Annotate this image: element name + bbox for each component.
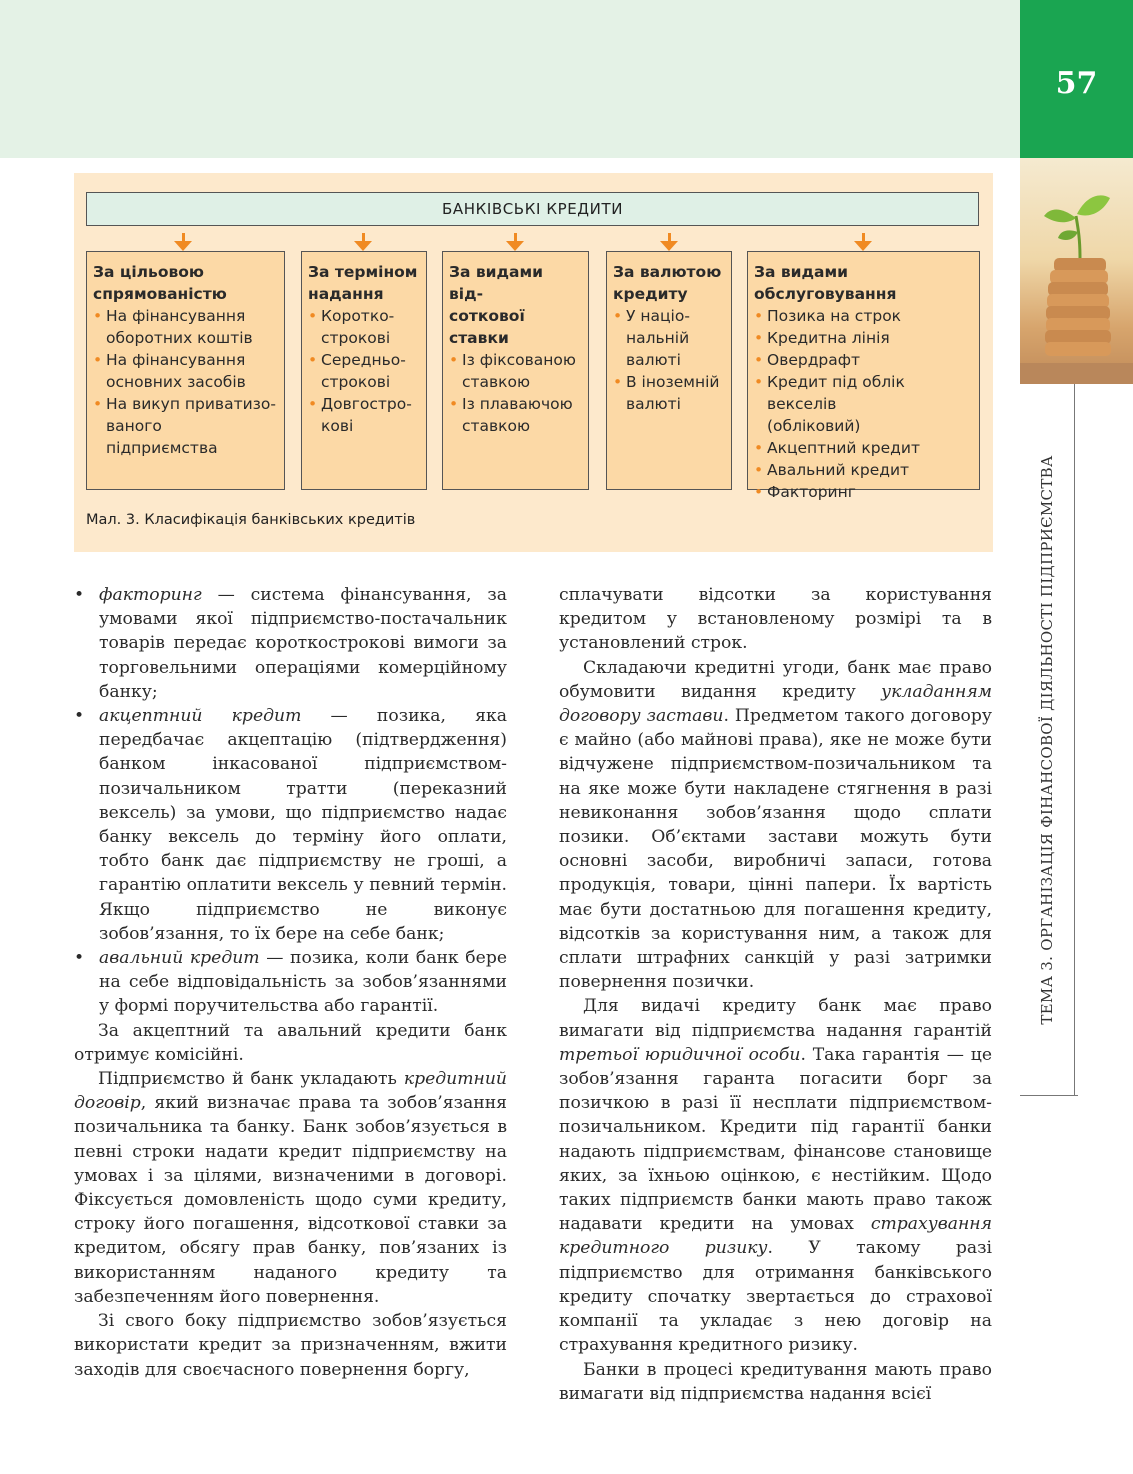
category-box-service — [747, 251, 980, 501]
bullet-factoring: • факторинг — система фінансування, за умовами якої підприємство-постачальник товарів передає короткострокові вимоги за торговельними операціями комерційному банку; — [74, 585, 507, 702]
list-item: • Авальний кредит — [754, 459, 973, 481]
top-band — [0, 0, 1020, 158]
list-item: • На викуп приватизо- ваного підприємства — [93, 393, 278, 459]
paragraph: За акцептний та авальний кредити банк отримує комісійні. — [74, 1020, 507, 1065]
paragraph: Банки в процесі кредитування мають право вимагати від підприємства надання всієї — [559, 1359, 992, 1404]
list-item: • Акцептний кредит — [754, 437, 973, 459]
list-item: • Факторинг — [754, 481, 973, 503]
page-number-tab — [1020, 0, 1133, 158]
bullet-aval-credit: • авальний кредит — позика, коли банк бере на себе відповідальність за зобов’язаннями у формі поручительства або гарантії. — [74, 948, 507, 1017]
sidebar-divider — [1020, 1095, 1078, 1096]
list-item: • Із плаваючою ставкою — [449, 393, 582, 437]
list-item: • В іноземній валюті — [613, 371, 725, 415]
paragraph: сплачувати відсотки за користування кредитом у встановленому розмірі та в установлений строк. — [559, 585, 992, 654]
category-box-currency — [606, 251, 732, 490]
text-column-left — [74, 583, 507, 1382]
list-item: • На фінансування оборотних коштів — [93, 305, 278, 349]
category-box-purpose — [86, 251, 285, 490]
figure-header: БАНКІВСЬКІ КРЕДИТИ — [86, 192, 979, 226]
list-item: • У націо- нальній валюті — [613, 305, 725, 371]
list-item: • Коротко- строкові — [308, 305, 420, 349]
category-box-term — [301, 251, 427, 490]
list-item: • На фінансування основних засобів — [93, 349, 278, 393]
category-title: За видами обслуговування — [754, 263, 897, 303]
list-item: • Довгостро- кові — [308, 393, 420, 437]
bullet-acceptance-credit: • акцептний кредит — позика, яка передбачає акцептацію (підтвердження) банком інкасованої підприємством-позичальником тратти (переказний вексель) за умови, що підприємство надає банку вексель до терміну його оплати, тобто банк дає підприємству не гроші, а гарантію оплатити вексель у певний термін. Якщо підприємство не виконує зобов’язання, то їх бере на себе банк; — [74, 706, 507, 944]
paragraph: Зі свого боку підприємство зобов’язується використати кредит за призначенням, вжити заходів для своєчасного повернення боргу, — [74, 1311, 507, 1380]
page-number: 57 — [1055, 66, 1098, 101]
list-item: • Із фіксованою ставкою — [449, 349, 582, 393]
category-title: За терміном надання — [308, 263, 418, 303]
list-item: • Овердрафт — [754, 349, 973, 371]
paragraph: Складаючи кредитні угоди, банк має право обумовити видання кредиту укладанням договору застави. Предметом такого договору є майно (або майнові права), яке не може бути відчужене підприємством-позичальником та на яке може бути накладене стягнення в разі невиконання зобов’язання щодо сплати позики. Об’єктами застави можуть бути основні засоби, виробничі запаси, готова продукція, товари, цінні папери. Їх вартість має бути достатньою для погашення кредиту, відсотків за користування ним, а також для сплати штрафних санкцій у разі затримки повернення позички. — [559, 657, 992, 993]
list-item: • Кредит під облік векселів (обліковий) — [754, 371, 973, 437]
category-title: За видами від- соткової ставки — [449, 263, 544, 347]
category-title: За цільовою спрямованістю — [93, 263, 227, 303]
list-item: • Позика на строк — [754, 305, 973, 327]
plant-on-coins-image — [1020, 158, 1133, 384]
list-item: • Середньо- строкові — [308, 349, 420, 393]
category-title: За валютою кредиту — [613, 263, 722, 303]
list-item: • Кредитна лінія — [754, 327, 973, 349]
figure-caption: Мал. 3. Класифікація банківських кредитів — [86, 512, 416, 528]
figure-credit-classification — [74, 173, 993, 552]
paragraph: Підприємство й банк укладають кредитний договір, який визначає права та зобов’язання позичальника та банку. Банк зобов’язується в певні строки надати кредит підприємству на умовах і за цілями, визначеними в договорі. Фіксується домовленість щодо суми кредиту, строку його погашення, відсоткової ставки за кредитом, обсягу прав банку, пов’язаних із використанням наданого кредиту та забезпеченням його повернення. — [74, 1069, 507, 1307]
sidebar-title-area — [1020, 384, 1075, 1096]
text-column-right — [559, 583, 992, 1406]
paragraph: Для видачі кредиту банк має право вимагати від підприємства надання гарантій третьої юридичної особи. Така гарантія — це зобов’язання гаранта погасити борг за позичкою в разі її несплати підприємством-позичальником. Кредити під гарантії банки надають підприємствам, фінансове становище яких, за їхньою оцінкою, є нестійким. Щодо таких підприємств банки мають право також надавати кредити на умовах страхування кредитного ризику. У такому разі підприємство для отримання банківського кредиту спочатку звертається до страхової компанії та укладає з нею договір на страхування кредитного ризику. — [559, 996, 993, 1356]
sidebar-title: ТЕМА 3. ОРГАНІЗАЦІЯ ФІНАНСОВОЇ ДІЯЛЬНОСТІ ПІДПРИЄМСТВА — [1038, 455, 1056, 1025]
category-box-rate — [442, 251, 589, 490]
